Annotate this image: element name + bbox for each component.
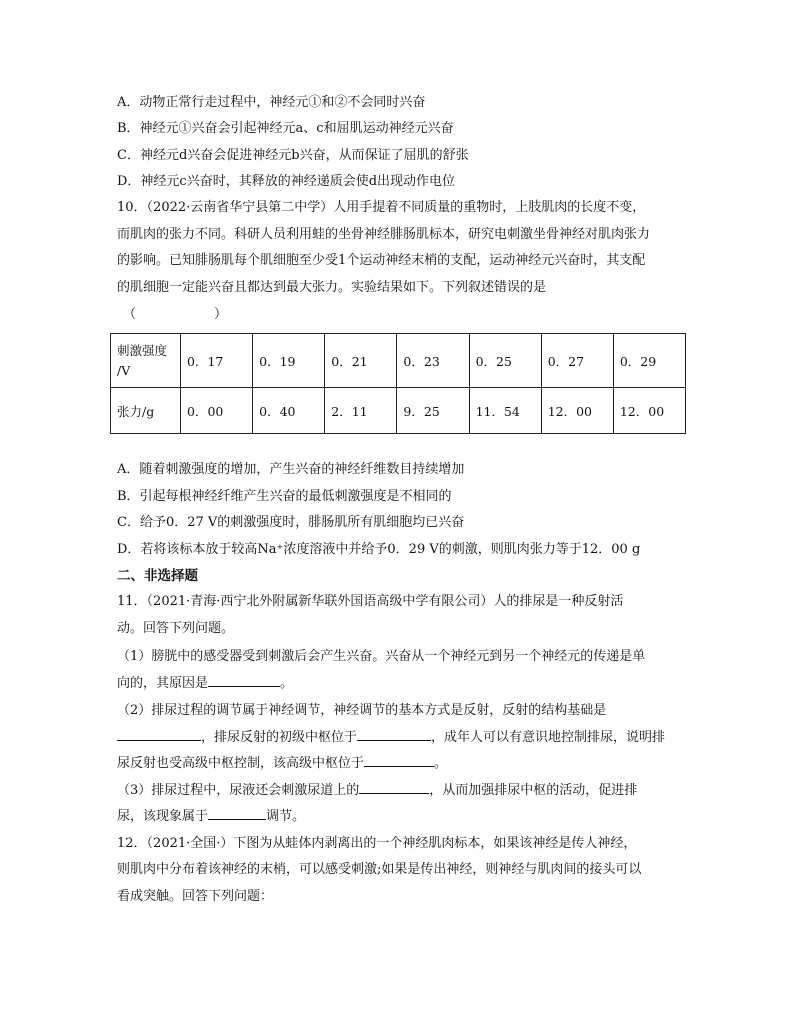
table-cell: 12．00 [541,388,613,434]
q10-stem-line-3: 的影响。已知腓肠肌每个肌细胞至少受1个运动神经末梢的支配，运动神经元兴奋时，其支配 [117,253,646,268]
table-cell: 9．25 [397,388,469,434]
q11-part3-text-b: ，从而加强排尿中枢的活动，促进排 [429,783,638,798]
q10-option-d: D．若将该标本放于较高Na⁺浓度溶液中并给予0．29 V的刺激，则肌肉张力等于12．00 g [117,542,641,557]
q10-option-c: C．给予0．27 V的刺激强度时，腓肠肌所有肌细胞均已兴奋 [117,515,465,530]
table-cell: 0．29 [613,334,685,388]
q11-part1-text: 向的，其原因是 [117,676,209,691]
table-cell: 0．40 [253,388,325,434]
q9-option-c: C．神经元d兴奋会促进神经元b兴奋，从而保证了屈肌的舒张 [117,148,469,163]
q12-stem-line-3: 看成突触。回答下列问题： [117,889,274,904]
answer-blank[interactable] [208,807,266,820]
q11-part2-text-c: 尿反射也受高级中枢控制，该高级中枢位于 [117,756,365,771]
stimulus-label: 刺激强度 [117,342,168,358]
q11-part3-line-1 [117,781,637,801]
answer-blank[interactable] [357,728,431,741]
table-cell: 2．11 [325,388,397,434]
table-cell: 0．21 [325,334,397,388]
answer-blank[interactable] [208,674,280,687]
answer-blank[interactable] [117,728,201,741]
table-cell: 0．23 [397,334,469,388]
q9-option-b: B．神经元①兴奋会引起神经元a、c和屈肌运动神经元兴奋 [117,121,454,136]
table-cell: 0．27 [541,334,613,388]
q11-part3-line-2 [117,807,305,827]
table-cell: 0．25 [469,334,541,388]
section-heading: 二、非选择题 [117,568,198,584]
q11-part3-end: 调节。 [266,809,306,824]
answer-blank[interactable] [364,754,434,767]
table-cell: 11．54 [469,388,541,434]
q9-option-a: A．动物正常行走过程中，神经元①和②不会同时兴奋 [117,95,426,110]
table-cell: 0．00 [181,388,253,434]
q12-stem-line-2: 则肌肉中分布着该神经的末梢，可以感受刺激;如果是传出神经，则神经与肌肉间的接头可以 [117,862,642,877]
table-cell: 0．19 [253,334,325,388]
q10-stem-line-2: 而肌肉的张力不同。科研人员利用蛙的坐骨神经腓肠肌标本，研究电刺激坐骨神经对肌肉张力 [117,227,651,242]
q11-part1-line-1: （1）膀胱中的感受器受到刺激后会产生兴奋。兴奋从一个神经元到另一个神经元的传递是单 [117,649,646,664]
q10-answer-paren: （ ） [123,307,228,322]
table-row [111,388,686,434]
q11-stem-line-2: 动。回答下列问题。 [117,621,235,636]
q10-option-a: A．随着刺激强度的增加，产生兴奋的神经纤维数目持续增加 [117,462,465,477]
q11-part1-end: 。 [280,676,294,691]
q11-part2-end: 。 [434,756,448,771]
q11-part1-line-2 [117,674,293,694]
q10-results-table [110,333,686,434]
q11-part2-line-2 [117,728,665,748]
stimulus-unit: /V [117,362,131,378]
q11-stem-line-1: 11．（2021·青海·西宁北外附属新华联外国语高级中学有限公司）人的排尿是一种反射活 [117,594,624,609]
q10-stem-line-1: 10．（2022·云南省华宁县第二中学）人用手提着不同质量的重物时，上肢肌肉的长度不变， [117,200,646,215]
q11-part3-text-c: 尿，该现象属于 [117,809,209,824]
table-cell: 12．00 [613,388,685,434]
q9-option-d: D．神经元c兴奋时，其释放的神经递质会使d出现动作电位 [117,174,456,189]
q12-stem-line-1: 12．（2021·全国·）下图为从蛙体内剥离出的一个神经肌肉标本，如果该神经是传人神经， [117,836,637,851]
q11-part2-text-b: ，成年人可以有意识地控制排尿，说明排 [431,730,666,745]
q11-part3-text-a: （3）排尿过程中，尿液还会刺激尿道上的 [117,783,360,798]
q11-part2-text-a: ，排尿反射的初级中枢位于 [201,730,358,745]
q10-option-b: B．引起每根神经纤维产生兴奋的最低刺激强度是不相同的 [117,489,452,504]
q11-part2-line-1: （2）排尿过程的调节属于神经调节，神经调节的基本方式是反射，反射的结构基础是 [117,703,607,718]
table-row [111,334,686,388]
q10-stem-line-4: 的肌细胞一定能兴奋且都达到最大张力。实验结果如下。下列叙述错误的是 [117,280,547,295]
answer-blank[interactable] [359,781,429,794]
q11-part2-line-3 [117,754,447,774]
table-header-cell [111,334,181,388]
table-header-cell: 张力/g [111,388,181,434]
table-cell: 0．17 [181,334,253,388]
